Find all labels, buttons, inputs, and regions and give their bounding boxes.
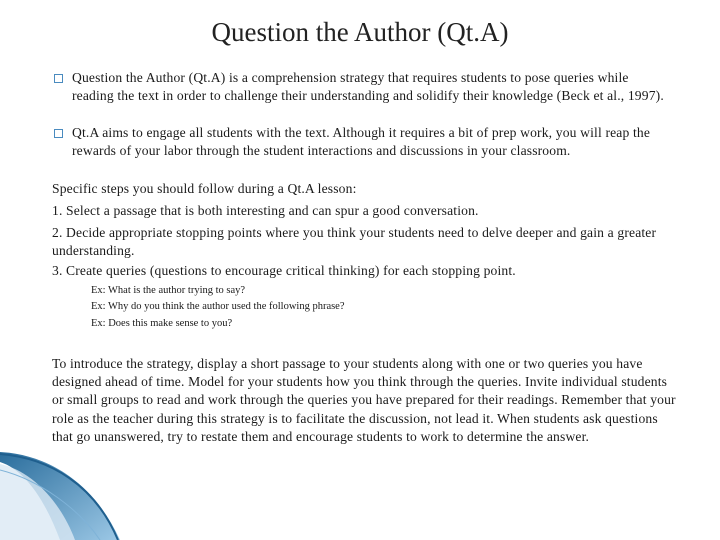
page-title: Question the Author (Qt.A) — [211, 17, 509, 47]
step-2: 2. Decide appropriate stopping points where you think your students need to delve deeper and gain a greater understanding. — [52, 225, 657, 259]
example-1: Ex: What is the author trying to say? — [91, 285, 246, 296]
bullet-icon — [54, 74, 63, 83]
example-3: Ex: Does this make sense to you? — [91, 318, 233, 329]
example-2: Ex: Why do you think the author used the following phrase? — [91, 301, 345, 312]
steps-intro: Specific steps you should follow during a Qt.A lesson: — [52, 181, 357, 196]
bullet-text-1: Question the Author (Qt.A) is a comprehension strategy that requires students to pose queries while reading the text in order to challenge their understanding and solidify their knowledge (Beck et al., 1997). — [72, 70, 664, 104]
step-1: 1. Select a passage that is both interesting and can spur a good conversation. — [52, 203, 479, 218]
closing-paragraph: To introduce the strategy, display a short passage to your students along with one or two queries you have designed ahead of time. Model for your students how you think through the queries. Invite individual students or small groups to read and work through the queries you have prepared for their readings. Remember that your role as the teacher during this strategy is to facilitate the discussion, not lead it. When students ask questions that go unanswered, try to restate them and encourage students to work to determine the answer. — [52, 356, 676, 444]
bullet-text-2: Qt.A aims to engage all students with the text. Although it requires a bit of prep work, you will reap the rewards of your labor through the student interactions and discussions in your classroom. — [72, 125, 651, 159]
step-3: 3. Create queries (questions to encourage critical thinking) for each stopping point. — [52, 263, 516, 278]
bullet-icon — [54, 129, 63, 138]
decorative-swoosh — [0, 440, 720, 540]
